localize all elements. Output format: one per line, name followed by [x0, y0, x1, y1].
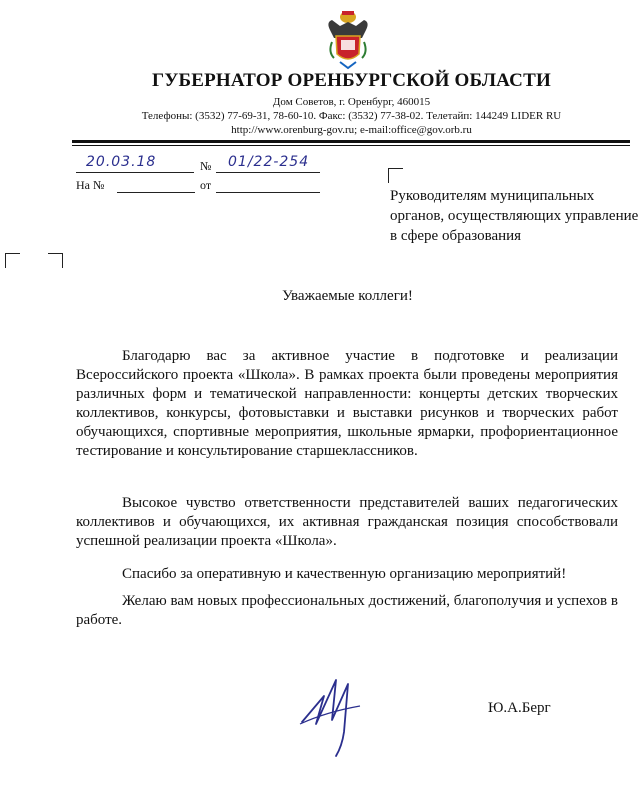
header-rule-thin — [72, 145, 630, 146]
coat-of-arms-icon — [326, 8, 370, 72]
recipient-block: Руководителям муниципальных органов, осуществляющих управление в сфере образования — [390, 188, 639, 244]
registration-number: 01/22-254 — [228, 154, 310, 170]
address-line: Дом Советов, г. Оренбург, 460015 — [272, 96, 431, 108]
body-paragraph-4: Желаю вам новых профессиональных достижений, благополучия и успехов в работе. — [76, 593, 618, 628]
body-paragraph-1: Благодарю вас за активное участие в подготовке и реализации Всероссийского проекта «Школа». В рамках проекта были проведены мероприятия различных форм и тематической направленности: концерты детских творческих коллективов, конкурсы, фотовыставки и выставки рисунков и творческих работ обучающихся, спортивные мероприятия, школьные ярмарки, профориентационное тестирование и консультирование старшеклассников. — [76, 348, 618, 459]
greeting: Уважаемые коллеги! — [282, 288, 413, 304]
phones-line: Телефоны: (3532) 77-69-31, 78-60-10. Факс: (3532) 77-38-02. Телетайп: 144249 LIDER RU — [141, 110, 562, 122]
body-paragraph-2: Высокое чувство ответственности представителей ваших педагогических коллективов и обучающихся, их активная гражданская позиция способствовали успешной реализации проекта «Школа». — [76, 495, 618, 549]
organization-title: ГУБЕРНАТОР ОРЕНБУРГСКОЙ ОБЛАСТИ — [152, 70, 551, 91]
signer-name: Ю.А.Берг — [488, 700, 551, 716]
number-label: № — [200, 159, 212, 173]
from-underline — [216, 192, 320, 193]
web-line: http://www.orenburg-gov.ru; e-mail:office@gov.orb.ru — [231, 124, 472, 136]
right-corner-mark — [48, 253, 63, 268]
from-label: от — [200, 178, 212, 192]
registration-date: 20.03.18 — [86, 154, 157, 170]
left-corner-mark — [5, 253, 20, 268]
date-underline — [76, 172, 194, 173]
recipient-corner-mark — [388, 168, 403, 183]
signature-icon — [296, 662, 368, 758]
header-rule-thick — [72, 140, 630, 143]
body-paragraph-3: Спасибо за оперативную и качественную организацию мероприятий! — [122, 566, 567, 582]
number-underline — [216, 172, 320, 173]
reply-to-underline — [117, 192, 195, 193]
reply-to-label: На № — [76, 178, 105, 192]
